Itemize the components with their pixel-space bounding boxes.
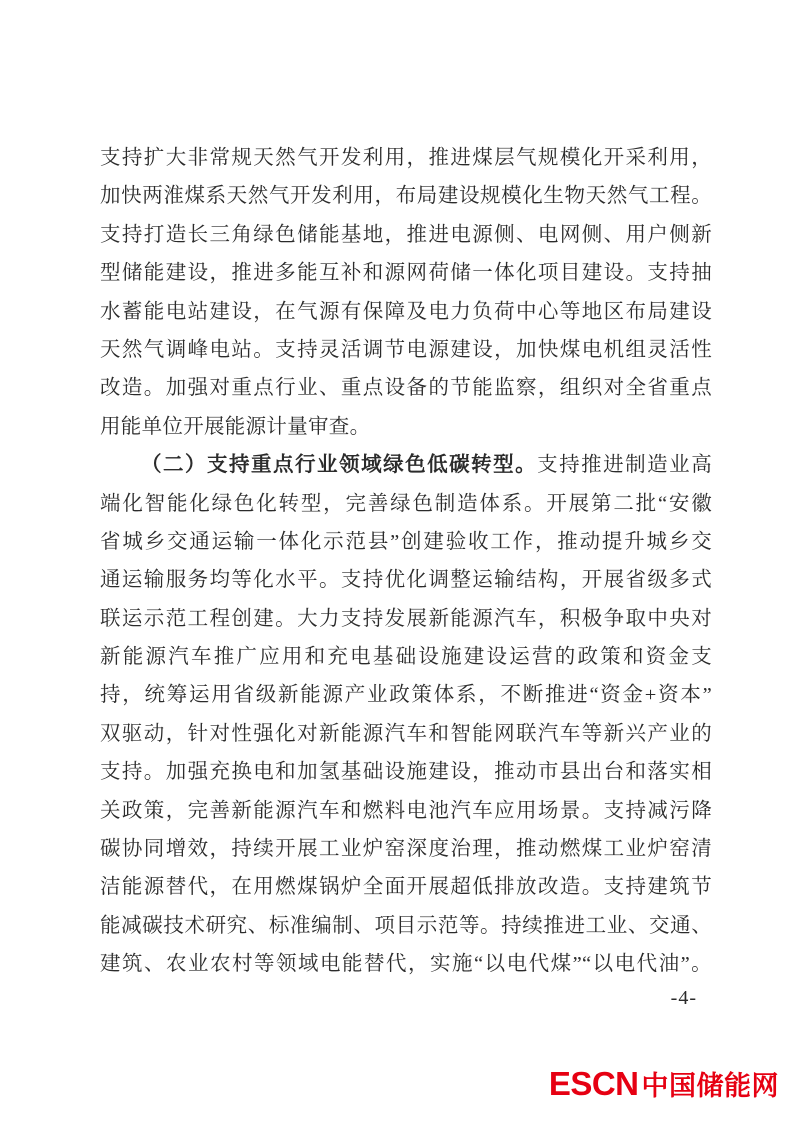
text-line: [100, 139, 712, 177]
body-text: 天然气调峰电站。支持灵活调节电源建设，加快煤电机组灵活性: [100, 338, 712, 361]
text-line: [100, 638, 712, 676]
body-text: 通运输服务均等化水平。支持优化调整运输结构，开展省级多式: [100, 569, 712, 592]
text-line: [100, 254, 712, 292]
text-line: [100, 293, 712, 331]
body-text: 省城乡交通运输一体化示范县”创建验收工作，推动提升城乡交: [100, 530, 712, 553]
paragraph: [100, 139, 712, 446]
text-line: [100, 715, 712, 753]
body-text: 用能单位开展能源计量审查。: [100, 415, 371, 438]
escn-logo: [549, 1064, 779, 1103]
section-heading-text: （二）支持重点行业领域绿色低碳转型。: [141, 454, 538, 477]
text-line: [100, 485, 712, 523]
escn-logo-cjk-text: 中国储能网: [641, 1071, 779, 1101]
body-text: 能减碳技术研究、标准编制、项目示范等。持续推进工业、交通、: [100, 914, 712, 937]
text-line: [100, 907, 712, 945]
body-text: 碳协同增效，持续开展工业炉窑深度治理，推动燃煤工业炉窑清: [100, 838, 712, 861]
text-line: [100, 753, 712, 791]
body-text: 洁能源替代，在用燃煤锅炉全面开展超低排放改造。支持建筑节: [100, 876, 712, 899]
body-text: 水蓄能电站建设，在气源有保障及电力负荷中心等地区布局建设: [100, 300, 712, 323]
text-line: [100, 523, 712, 561]
document-body: [100, 139, 712, 984]
body-text: 型储能建设，推进多能互补和源网荷储一体化项目建设。支持抽: [100, 262, 712, 285]
text-line: [100, 868, 712, 906]
text-line: [100, 408, 712, 446]
text-line: [100, 331, 712, 369]
escn-logo-latin-text: ESCN: [548, 1065, 639, 1102]
body-text: 支持打造长三角绿色储能基地，推进电源侧、电网侧、用户侧新: [100, 223, 712, 246]
page-number: -4-: [670, 987, 697, 1009]
body-text: 支持。加强充换电和加氢基础设施建设，推动市县出台和落实相: [100, 761, 712, 784]
text-line: [100, 369, 712, 407]
text-line: [100, 561, 712, 599]
text-line: [100, 446, 712, 484]
text-line: [100, 600, 712, 638]
text-line: [100, 945, 712, 983]
paragraph: [100, 446, 712, 983]
text-line: [100, 676, 712, 714]
body-text: 建筑、农业农村等领域电能替代，实施“以电代煤”“以电代油”。: [100, 953, 712, 976]
text-line: [100, 216, 712, 254]
body-text: 新能源汽车推广应用和充电基础设施建设运营的政策和资金支: [100, 646, 712, 669]
body-text: 关政策，完善新能源汽车和燃料电池汽车应用场景。支持减污降: [100, 799, 712, 822]
body-text: 联运示范工程创建。大力支持发展新能源汽车，积极争取中央对: [100, 607, 712, 630]
text-line: [100, 830, 712, 868]
text-line: [100, 177, 712, 215]
text-line: [100, 792, 712, 830]
body-text: 支持扩大非常规天然气开发利用，推进煤层气规模化开采利用，: [100, 147, 712, 169]
body-text: 支持推进制造业高: [537, 454, 712, 477]
body-text: 改造。加强对重点行业、重点设备的节能监察，组织对全省重点: [100, 377, 712, 400]
body-text: 加快两淮煤系天然气开发利用，布局建设规模化生物天然气工程。: [100, 185, 712, 208]
body-text: 持，统筹运用省级新能源产业政策体系，不断推进“资金+资本”: [100, 684, 712, 707]
body-text: 双驱动，针对性强化对新能源汽车和智能网联汽车等新兴产业的: [100, 722, 712, 745]
body-text: 端化智能化绿色化转型，完善绿色制造体系。开展第二批“安徽: [100, 492, 712, 515]
